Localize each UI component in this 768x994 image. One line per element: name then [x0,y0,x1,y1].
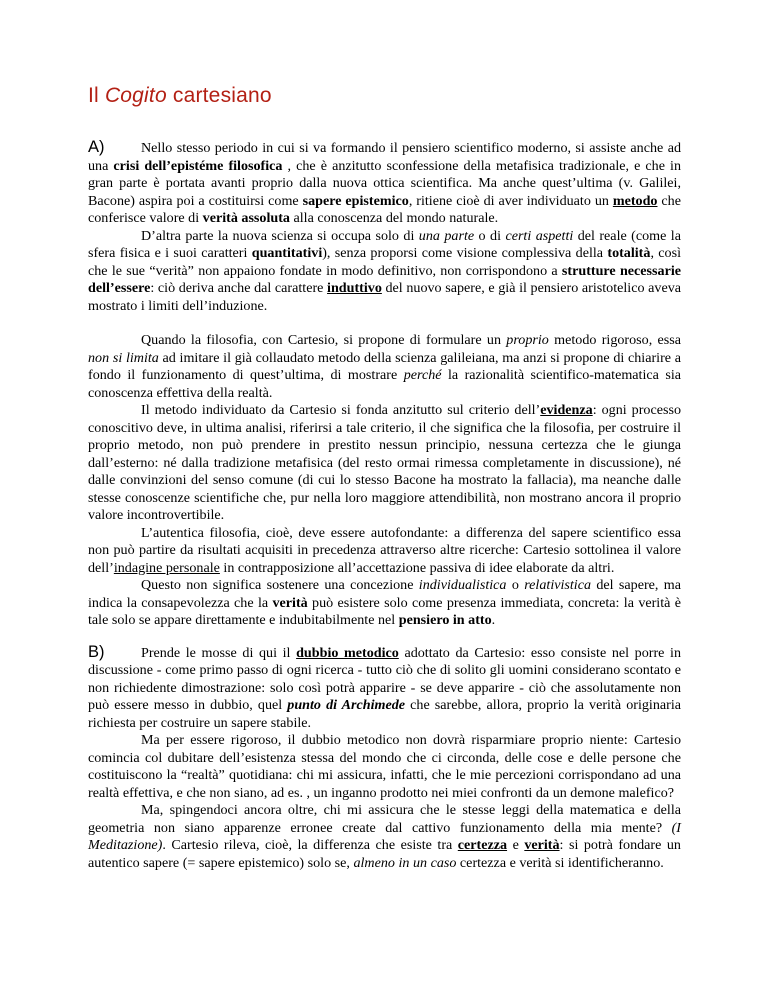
text-run: , così che le sue “verità” non appaiono fondate in modo definitivo, non corrispondono a [88,245,681,279]
section-a-paragraph-4 [88,402,681,525]
text-run: , che è anzitutto sconfessione della metafisica tradizionale, e che in gran parte è portata avanti proprio dalla nuova ottica scientifica. Ma anche quest’ultima (v. Galilei, Bacone) aspira poi a costituirsi come [88,157,682,209]
emphasis-text: strutture necessarie dell’essere [88,262,681,296]
text-run: : ogni processo conoscitivo deve, in ultima analisi, riferirsi a tale criterio, il che significa che la filosofia, per costruire il proprio metodo, non può prendere in prestito nessun principio, nessuna certezza che le giunga dall’esterno: né dalla tradizione metafisica (del resto ormai rimessa completamente in discussione), né dalle convinzioni del senso comune (di cui lo stesso Bacone ha mostrato la fallacia), ma neanche dalle stesse conoscenze scientifiche che, pur nella loro maggiore attendibilità, non mostrano ancora il proprio valore incontrovertibile. [88,402,681,523]
text-run: . [491,612,496,628]
text-run: del nuovo sapere, e già il pensiero aristotelico aveva mostrato i limiti dell’induzione. [88,280,681,314]
emphasis-text: una parte [418,227,475,244]
text-run: : ciò deriva anche dal carattere [150,280,328,296]
emphasis-text: sapere epistemico [302,192,409,209]
section-b-paragraph-3 [88,802,681,872]
title-rest: cartesiano [166,84,272,107]
text-run: D’altra parte la nuova scienza si occupa solo di [141,227,419,244]
emphasis-text: dubbio metodico [296,644,399,661]
emphasis-text: proprio [506,332,549,348]
text-run: la razionalità scientifico-matematica sia conoscenza effettiva della realtà. [88,367,681,401]
emphasis-text: perché [403,367,442,383]
emphasis-text: relativistica [524,577,592,593]
emphasis-text: indagine personale [113,559,220,576]
section-b-paragraph-2 [88,732,681,802]
text-run: ), senza proporsi come visione complessiva della [322,245,608,261]
section-a-paragraph-6 [88,577,681,630]
emphasis-text: individualistica [418,577,507,593]
text-run: , ritiene cioè di aver individuato un [408,192,613,209]
emphasis-text: non si limita [88,349,159,366]
section-label: B) [88,642,105,661]
emphasis-text: almeno in un caso [353,854,457,871]
text-run: e [507,837,525,853]
text-run: che conferisce valore di [88,192,681,226]
emphasis-text: quantitativi [251,245,323,261]
title-plain: Il [88,84,105,107]
text-run: del reale (come la sfera fisica e i suoi caratteri [88,227,681,261]
text-run: metodo rigoroso, essa [548,332,682,348]
title-italic: Cogito [104,84,167,107]
emphasis-text: punto di Archimede [287,697,406,713]
section-label: A) [88,138,105,156]
emphasis-text: pensiero in atto [398,612,492,628]
text-run: Quando la filosofia, con Cartesio, si propone di formulare un [141,332,507,348]
emphasis-text: verità [524,837,560,853]
emphasis-text: verità assoluta [202,210,290,226]
section-a-paragraph-1 [88,139,681,228]
emphasis-text: evidenza [540,402,593,418]
emphasis-text: totalità [607,245,651,261]
text-run: Questo non significa sostenere una concezione [141,577,419,593]
text-run: ad imitare il già collaudato metodo della scienza galileiana, ma anzi si propone di chiarire a fondo il funzionamento di quest’ultima, di mostrare [88,349,681,383]
text-run: o [506,577,525,593]
document-body [88,139,681,872]
text-run: in contrapposizione all’accettazione passiva di idee elaborate da altri. [219,559,615,576]
text-run: Ma, spingendoci ancora oltre, chi mi assicura che le stesse leggi della matematica e della geometria non siano apparenze erronee create dal cattivo funzionamento della mia mente? [88,802,681,836]
emphasis-text: crisi dell’epistéme filosofica [113,157,283,174]
text-run: certezza e verità si identificheranno. [456,854,664,871]
document-title [88,84,272,108]
text-run: Il metodo individuato da Cartesio si fonda anzitutto sul criterio dell’ [141,402,541,418]
text-run: Ma per essere rigoroso, il dubbio metodico non dovrà risparmiare proprio niente: Cartesio comincia col dubitare dell’esistenza stessa del mondo che ci circonda, delle cose e delle persone che costituiscono la “realtà” quotidiana: chi mi assicura, infatti, che le mie percezioni corrispondano ad una realtà effettiva, e che non siano, ad es. , un inganno prodotto nei miei confronti da un demone malefico? [88,732,681,801]
text-run: o di [474,227,506,244]
emphasis-text: verità [272,594,308,611]
emphasis-text: certi aspetti [505,227,574,244]
section-a-paragraph-2 [88,228,681,316]
text-run: alla conoscenza del mondo naturale. [289,210,499,226]
text-run: : si potrà fondare un autentico sapere (= sapere epistemico) solo se, [88,837,681,871]
text-run: L’autentica filosofia, cioè, deve essere autofondante: a differenza del sapere scientifico essa non può partire da risultati acquisiti in precedenza attraverso altre ricerche: Cartesio sottolinea il valore dell’ [88,524,681,576]
text-run: Nello stesso periodo in cui si va formando il pensiero scientifico moderno, si assiste anche ad una [88,140,681,174]
text-run: che sarebbe, allora, proprio la verità originaria richiesta per costruire un sapere stabile. [88,697,681,731]
section-a-paragraph-5 [88,525,681,578]
section-a-paragraph-3 [88,332,681,402]
emphasis-text: induttivo [327,280,382,296]
text-run: può esistere solo come presenza immediata, concreta: la verità è tale solo se appare direttamente e indubitabilmente nel [88,594,681,628]
text-run: . Cartesio rileva, cioè, la differenza che esiste tra [162,837,458,853]
text-run: Prende le mosse di qui il [141,644,297,661]
section-b-paragraph-1 [88,644,681,733]
emphasis-text: metodo [612,192,658,209]
text-run: adottato da Cartesio: esso consiste nel porre in discussione - come primo passo di ogni ricerca - tutto ciò che di solito gli uomini considerano scontato e non richiedente dimostrazione: solo così potrà apparire - se deve apparire - ciò che assolutamente non può essere messo in dubbio, quel [88,644,681,713]
emphasis-text: certezza [457,837,508,853]
text-run: del sapere, ma indica la consapevolezza che la [88,577,681,611]
emphasis-text: (I Meditazione) [88,819,681,853]
